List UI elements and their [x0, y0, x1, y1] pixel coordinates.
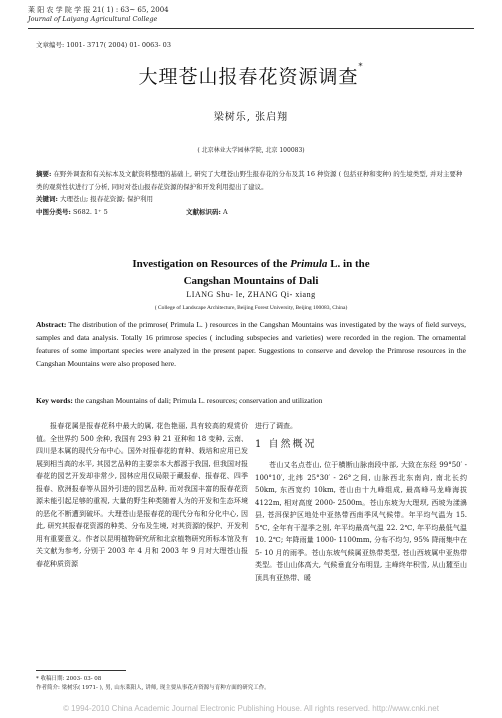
keywords-en-text: the cangshan Mountains of dali; Primula L. resources; conservation and utilization [74, 396, 323, 405]
title-en [0, 256, 502, 290]
affiliation-en: ( College of Landscape Architecture, Beijing Forest University, Beijing 100083, China) [154, 305, 348, 311]
title-cn [0, 62, 502, 89]
header-rule [28, 28, 474, 29]
title-en-genus: Primula [290, 258, 328, 270]
affiliation-cn: ( 北京林业大学园林学院, 北京 100083) [197, 147, 305, 154]
body-paragraph-intro: 报春花属是报春花科中最大的属, 花色艳丽, 具有较高的观赏价值。全世界约 500 余种, 我国有 293 种 21 亚种和 18 变种, 云南、四川是本属的现代分布中心。国外对报春花的育种、栽培和应用已发展到相当高的水平, 其园艺品种的主要亲本大都源于我国, 但我国对报春花的园艺开发却非常少, 园林应用仅局限于藏报春、报春花、四季报春、欧洲报春等从国外引进的园艺品种, 而对我国丰富的报春花资源未能引起足够的重视, 大量的野生种类随着人为的开发和生态环境的恶化不断遭到破坏。大理苍山是报春花的现代分布和分化中心, 因此, 研究其报春花资源的种类、分布及生境, 对其资源的保护、开发利用有重要意义。作者以昆明植物研究所和北京植物研究所标本馆及有关文献为参考, 分别于 2003 年 4 月和 2003 年 9 月对大理苍山报春花种质资源 [36, 422, 248, 568]
title-en-line-2: Cangshan Mountains of Dali [183, 275, 319, 287]
article-number: 文章编号: 1001- 3717( 2004) 01- 0063- 03 [36, 41, 171, 49]
authors-en: LIANG Shu- le, ZHANG Qi- xiang [186, 290, 316, 299]
abstract-en [36, 318, 466, 370]
keywords-cn-text: 大理苍山; 报春花资源; 保护利用 [59, 195, 153, 203]
abstract-cn-block [36, 168, 464, 218]
class-no [36, 206, 186, 219]
classification-line [36, 206, 464, 219]
footnote: * 收稿日期: 2003- 03- 08 作者简介: 梁树乐( 1971- ), 男, 山东莱阳人, 讲师, 现主要从事花卉资源与育种方面的研究工作。 [36, 676, 270, 691]
title-en-part-1: Investigation on Resources of the [132, 258, 291, 270]
keywords-cn [36, 193, 464, 206]
copyright-watermark: © 1994-2010 China Academic Journal Electronic Publishing House. All rights reserved. http://www.cnki.net [63, 704, 439, 713]
journal-header-cn: 莱 阳 农 学 院 学 报 21( 1) : 63~ 65, 2004 [28, 6, 169, 14]
title-footnote-mark: * [358, 62, 364, 71]
section-heading-1: 1 自然概况 [255, 438, 317, 450]
body-column-right [255, 420, 467, 584]
body-continuation: 进行了调查。 [255, 422, 297, 430]
abstract-cn [36, 168, 464, 193]
keywords-en-label: Key words: [36, 396, 73, 405]
journal-header-en: Journal of Laiyang Agricultural College [28, 15, 158, 23]
footnote-rule [36, 670, 126, 671]
doc-code [186, 206, 228, 219]
class-no-label: 中图分类号: [36, 207, 71, 216]
title-en-part-2: L. in the [327, 258, 370, 270]
title-en-line-1 [0, 256, 502, 273]
keywords-cn-label: 关键词: [36, 195, 58, 203]
title-cn-text: 大理苍山报春花资源调查 [138, 66, 359, 88]
doc-code-value: A [222, 207, 228, 216]
doc-code-label: 文献标识码: [186, 207, 221, 216]
abstract-en-text: The distribution of the primrose( Primula L. ) resources in the Cangshan Mountains was investigated by the ways of field surveys, samples and data analysis. Totally 16 primrose species ( including subspecies and varieties) were recorded in the region. The ornamental features of some important species were analyzed in the present paper. Suggestions to conserve and develop the Primrose resources in the Cangshan Mountains were also proposed here. [36, 320, 466, 368]
abstract-cn-text: 在野外调查和有关标本及文献资料整理的基础上, 研究了大理苍山野生报春花的分布及其 16 种资源 ( 包括亚种和变种) 的生境类型, 并对主要种类的观赏性状进行了分析, 同时对苍山报春花资源的保护和开发利用提出了建议。 [36, 170, 463, 191]
authors-cn: 梁树乐, 张启翔 [213, 112, 289, 123]
journal-header [28, 6, 169, 24]
body-column-left [36, 420, 248, 570]
abstract-en-label: Abstract: [36, 320, 67, 329]
body-paragraph-natural-overview: 苍山又名点苍山, 位于横断山脉南段中部, 大致在东经 99°50′ - 100°10′, 北纬 25°30′ - 26°之间, 山脉西北东南向, 南北长约 50km, 东西宽约 10km, 苍山由十九峰组成, 最高峰马龙峰海拔 4122m, 相对高度 2000- 2500m。苍山东坡为大理坝, 西坡为漾濞县, 苍洱保护区地处中亚热带西南季风气候带。年平均气温为 15. 5℃, 全年有干湿季之别, 年平均最高气温 22. 2℃, 年平均最低气温 10. 2℃; 年降雨量 1000- 1100mm, 分布不均匀, 95% 降雨集中在 5- 10 月的雨季。苍山东坡气候属亚热带类型, 苍山西坡属中亚热带类型。苍山山体高大, 气候垂直分布明显, 主峰终年积雪, 从山麓至山顶具有亚热带、暖 [255, 461, 467, 582]
keywords-en [36, 396, 466, 405]
class-no-value: S682. 1⁺ 5 [72, 207, 108, 216]
abstract-cn-label: 摘要: [36, 170, 52, 178]
